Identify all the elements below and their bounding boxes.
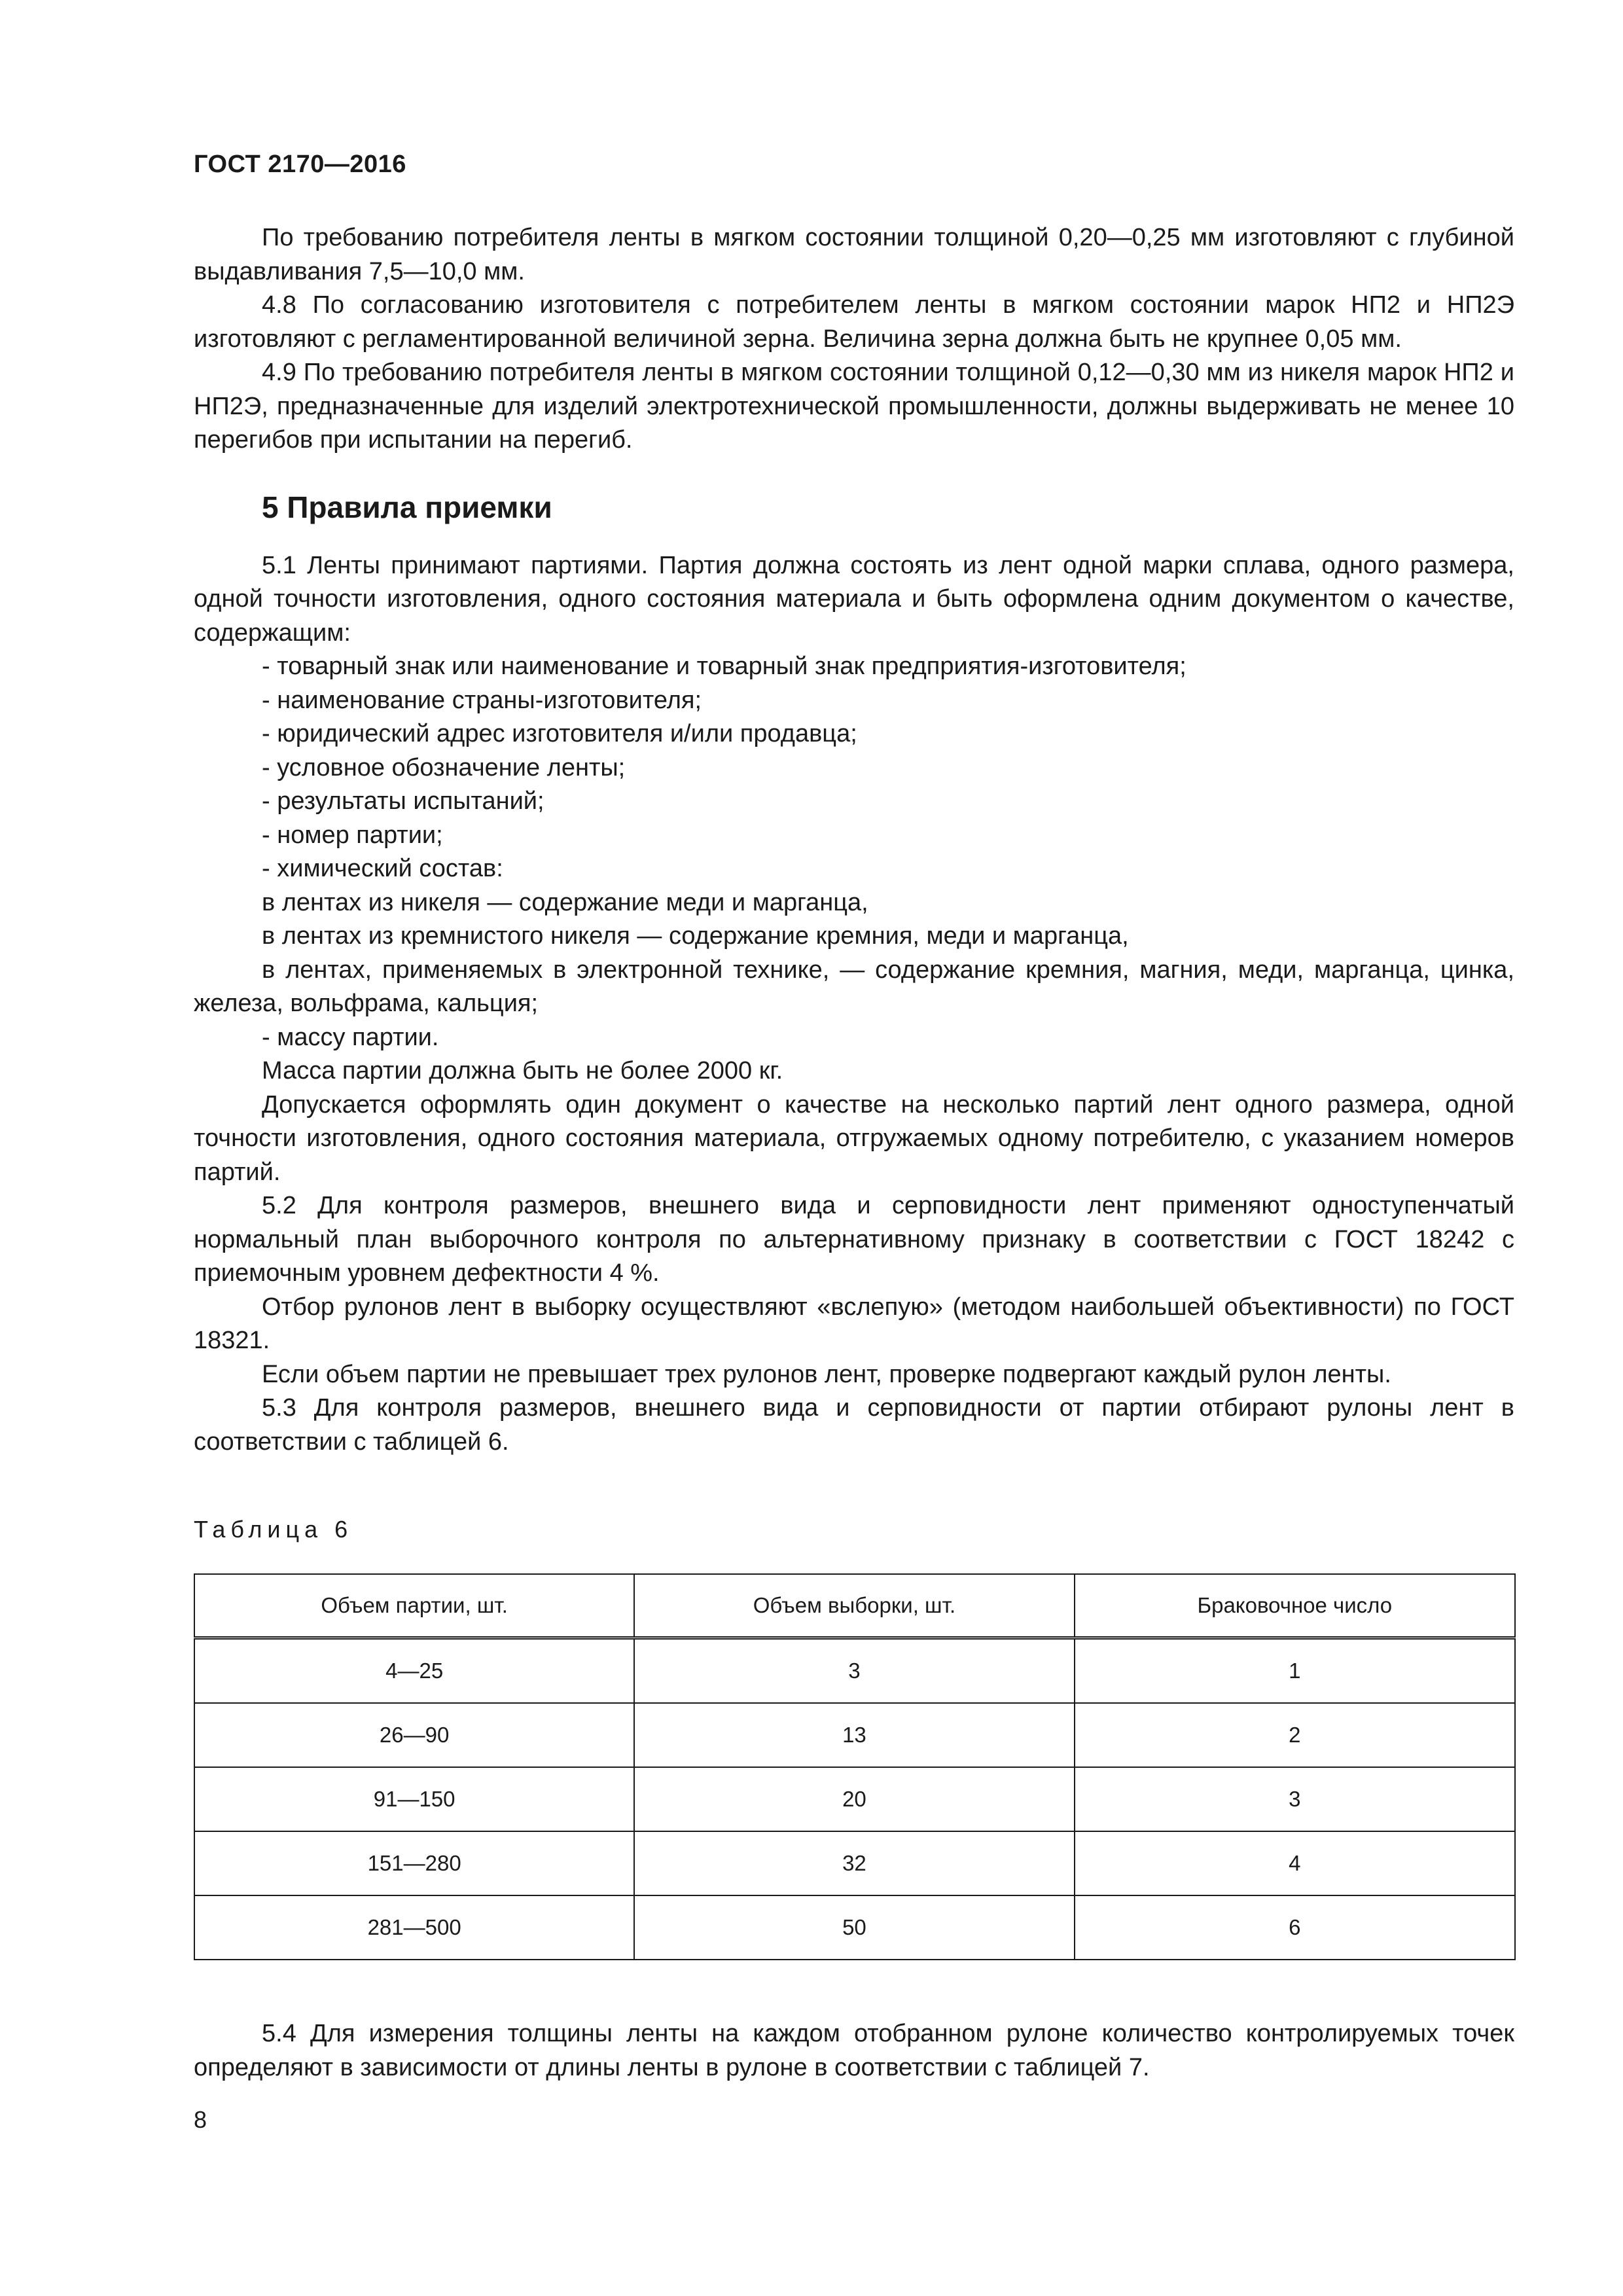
- table-row: [194, 1895, 1515, 1960]
- list-item: - юридический адрес изготовителя и/или продавца;: [262, 720, 857, 747]
- chem-item-electronic: в лентах, применяемых в электронной технике, — содержание кремния, магния, меди, марганца, цинка, железа, вольфрама, кальция;: [194, 956, 1514, 1017]
- paragraph-4-8: 4.8 По согласованию изготовителя с потребителем ленты в мягком состоянии марок НП2 и НП2Э изготовляют с регламентированной величиной зерна. Величина зерна должна быть не крупнее 0,05 мм.: [194, 291, 1514, 353]
- table-cell: 3: [1075, 1767, 1515, 1831]
- list-item: - условное обозначение ленты;: [262, 753, 626, 781]
- paragraph-selection: Отбор рулонов лент в выборку осуществляют «вслепую» (методом наибольшей объективности) по ГОСТ 18321.: [194, 1293, 1514, 1354]
- table-cell: 4—25: [194, 1638, 634, 1704]
- table-header-cell: Браковочное число: [1075, 1574, 1515, 1638]
- table-6-caption: Таблица 6: [194, 1516, 353, 1543]
- table-cell: 151—280: [194, 1831, 634, 1895]
- paragraph-5-3: 5.3 Для контроля размеров, внешнего вида и серповидности от партии отбирают рулоны лент в соответствии с таблицей 6.: [194, 1394, 1514, 1456]
- table-header-row: [194, 1574, 1515, 1638]
- table-cell: 91—150: [194, 1767, 634, 1831]
- table-row: [194, 1638, 1515, 1704]
- table-cell: 3: [634, 1638, 1074, 1704]
- table-header-cell: Объем выборки, шт.: [634, 1574, 1074, 1638]
- table-cell: 50: [634, 1895, 1074, 1960]
- chem-item: в лентах из никеля — содержание меди и марганца,: [262, 888, 868, 916]
- document-header: ГОСТ 2170—2016: [194, 151, 406, 178]
- paragraph-4-9: 4.9 По требованию потребителя ленты в мягком состоянии толщиной 0,12—0,30 мм из никеля марок НП2 и НП2Э, предназначенные для изделий электротехнической промышленности, должны выдерживать не менее 10 перегибов при испытании на перегиб.: [194, 359, 1514, 454]
- table-6: [194, 1573, 1516, 1960]
- table-cell: 20: [634, 1767, 1074, 1831]
- table-cell: 1: [1075, 1638, 1515, 1704]
- paragraph-4-7-continuation: По требованию потребителя ленты в мягком состоянии толщиной 0,20—0,25 мм изготовляют с глубиной выдавливания 7,5—10,0 мм.: [194, 224, 1514, 285]
- post-table-body: [194, 2017, 1514, 2085]
- list-item: - наименование страны-изготовителя;: [262, 686, 702, 714]
- chem-item: в лентах из кремнистого никеля — содержание кремния, меди и марганца,: [262, 922, 1129, 950]
- list-item-mass: - массу партии.: [262, 1023, 439, 1051]
- list-item: - результаты испытаний;: [262, 787, 544, 815]
- table-row: [194, 1767, 1515, 1831]
- document-body: [194, 221, 1514, 1459]
- paragraph-5-2: 5.2 Для контроля размеров, внешнего вида и серповидности лент применяют одноступенчатый нормальный план выборочного контроля по альтернативному признаку в соответствии с ГОСТ 18242 с приемочным уровнем дефектности 4 %.: [194, 1192, 1514, 1287]
- table-row: [194, 1831, 1515, 1895]
- paragraph-mass-limit: Масса партии должна быть не более 2000 кг.: [262, 1057, 783, 1085]
- table-cell: 26—90: [194, 1703, 634, 1767]
- list-item: - товарный знак или наименование и товарный знак предприятия-изготовителя;: [262, 653, 1186, 680]
- paragraph-5-4: 5.4 Для измерения толщины ленты на каждом отобранном рулоне количество контролируемых точек определяют в зависимости от длины ленты в рулоне в соответствии с таблицей 7.: [194, 2020, 1514, 2081]
- table-cell: 4: [1075, 1831, 1515, 1895]
- list-item: - химический состав:: [262, 855, 503, 882]
- table-cell: 6: [1075, 1895, 1515, 1960]
- page-number: 8: [194, 2106, 207, 2133]
- table-row: [194, 1703, 1515, 1767]
- list-item: - номер партии;: [262, 821, 443, 849]
- paragraph-volume: Если объем партии не превышает трех рулонов лент, проверке подвергают каждый рулон ленты.: [262, 1360, 1391, 1388]
- paragraph-allowed: Допускается оформлять один документ о качестве на несколько партий лент одного размера, одной точности изготовления, одного состояния материала, отгружаемых одному потребителю, с указанием номеров партий.: [194, 1090, 1514, 1186]
- table-cell: 13: [634, 1703, 1074, 1767]
- table-cell: 2: [1075, 1703, 1515, 1767]
- table-cell: 32: [634, 1831, 1074, 1895]
- table-cell: 281—500: [194, 1895, 634, 1960]
- section-5-title: 5 Правила приемки: [262, 490, 552, 524]
- paragraph-5-1: 5.1 Ленты принимают партиями. Партия должна состоять из лент одной марки сплава, одного размера, одной точности изготовления, одного состояния материала и быть оформлена одним документом о качестве, содержащим:: [194, 551, 1514, 647]
- table-header-cell: Объем партии, шт.: [194, 1574, 634, 1638]
